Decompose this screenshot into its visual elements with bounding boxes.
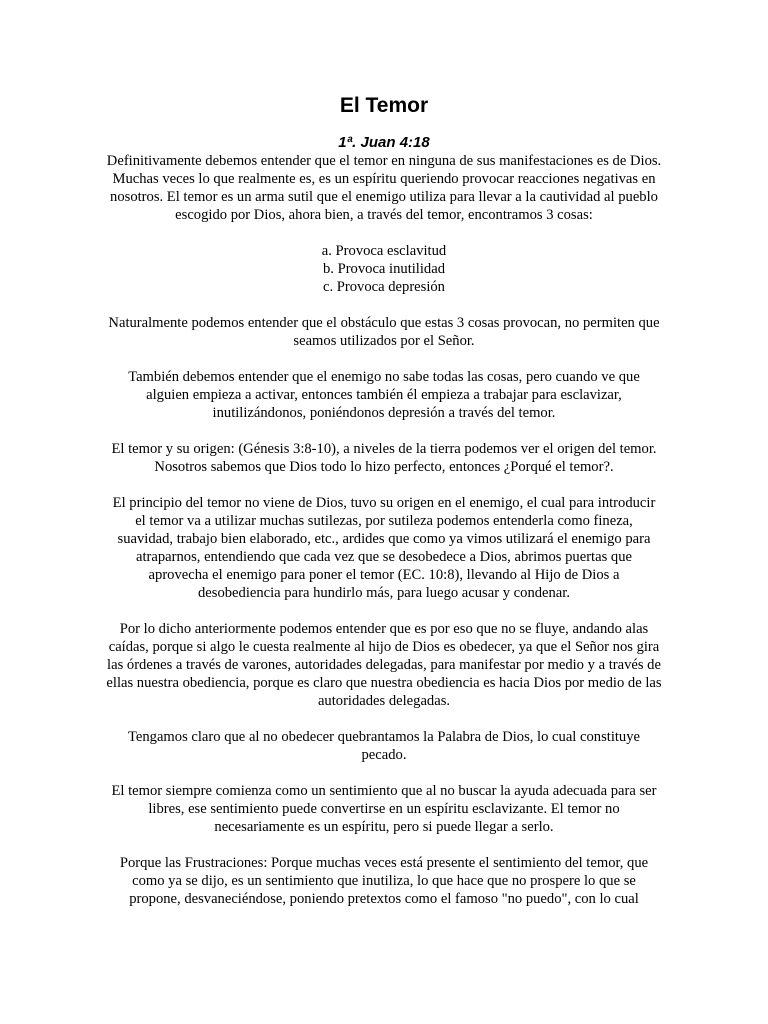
- body-paragraph: El principio del temor no viene de Dios, tuvo su origen en el enemigo, el cual para introducir el temor va a utilizar muchas sutilezas, por sutileza podemos entenderla como fineza, suavidad, trabajo bien elaborado, etc., ardides que como ya vimos utilizará el enemigo para atraparnos, entendiendo que cada vez que se desobedece a Dios, abrimos puertas que aprovecha el enemigo para poner el temor (EC. 10:8), llevando al Hijo de Dios a desobediencia para hundirlo más, para luego acusar y condenar.: [112, 495, 656, 601]
- body-paragraph: Naturalmente podemos entender que el obstáculo que estas 3 cosas provocan, no permiten que seamos utilizados por el Señor.: [108, 315, 660, 349]
- scripture-reference: 1ª. Juan 4:18: [338, 134, 430, 151]
- list-item: c. Provoca depresión: [323, 279, 445, 295]
- body-paragraph: Tengamos claro que al no obedecer quebrantamos la Palabra de Dios, lo cual constituye pecado.: [127, 729, 640, 763]
- body-paragraph: También debemos entender que el enemigo no sabe todas las cosas, pero cuando ve que alguien empieza a activar, entonces también él empieza a trabajar para esclavizar, inutilizándonos, poniéndonos depresión a través del temor.: [128, 369, 640, 421]
- list-item: a. Provoca esclavitud: [321, 243, 447, 259]
- list-item: b. Provoca inutilidad: [322, 261, 445, 277]
- body-paragraph: El temor siempre comienza como un sentimiento que al no buscar la ayuda adecuada para ser libres, ese sentimiento puede convertirse en un espíritu esclavizante. El temor no necesariamente es un espíritu, pero si puede llegar a serlo.: [111, 783, 657, 835]
- document-title: El Temor: [339, 94, 429, 117]
- body-paragraph: El temor y su origen: (Génesis 3:8-10), a niveles de la tierra podemos ver el origen del temor. Nosotros sabemos que Dios todo lo hizo perfecto, entonces ¿Porqué el temor?.: [111, 441, 657, 475]
- body-paragraph: Por lo dicho anteriormente podemos entender que es por eso que no se fluye, andando alas caídas, porque si algo le cuesta realmente al hijo de Dios es obedecer, ya que el Señor nos gira las órdenes a través de varones, autoridades delegadas, para manifestar por medio y a través de ellas nuestra obediencia, porque es claro que nuestra obediencia es hacia Dios por medio de las autoridades delegadas.: [106, 621, 662, 709]
- effects-list: [106, 242, 662, 296]
- intro-paragraph: Definitivamente debemos entender que el temor en ninguna de sus manifestaciones es de Dios. Muchas veces lo que realmente es, es un espíritu queriendo provocar reacciones negativas en nosotros. El temor es un arma sutil que el enemigo utiliza para llevar a la cautividad al pueblo escogido por Dios, ahora bien, a través del temor, encontramos 3 cosas:: [106, 153, 662, 223]
- body-paragraph: Porque las Frustraciones: Porque muchas veces está presente el sentimiento del temor, que como ya se dijo, es un sentimiento que inutiliza, lo que hace que no prospere lo que se propone, desvaneciéndose, poniendo pretextos como el famoso "no puedo", con lo cual: [119, 855, 649, 907]
